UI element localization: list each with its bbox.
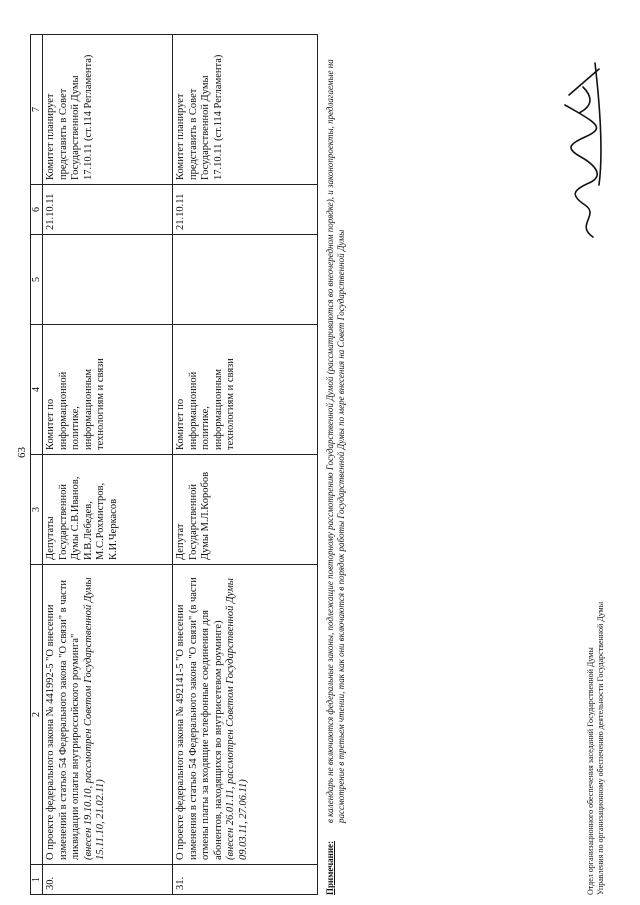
col5-cell [43, 235, 173, 325]
row-number: 31. [173, 865, 318, 895]
bill-title: О проекте федерального закона № 492141-5 "О внесении изменения в статью 54 Федерального закона "О связи" (в части отмены платы за входящие телефонные соединения для абонентов, находящихся во внутрисетевом роуминге) [175, 577, 224, 860]
note-label: Примечание: [325, 840, 335, 895]
row-number: 30. [43, 865, 173, 895]
column-header: 7 [31, 35, 43, 185]
page-number: 63 [16, 447, 28, 458]
column-header: 3 [31, 455, 43, 565]
bill-cell [173, 565, 318, 865]
remark-cell: Комитет планирует представить в Совет Государственной Думы 17.10.11 (ст.114 Регламента) [43, 35, 173, 185]
header-row [31, 35, 43, 895]
remark-cell: Комитет планирует представить в Совет Государственной Думы 17.10.11 (ст.114 Регламента) [173, 35, 318, 185]
signature-icon [555, 55, 610, 245]
footer [586, 602, 605, 895]
column-header: 1 [31, 865, 43, 895]
committee-cell: Комитет по информационной политике, информационным технологиям и связи [43, 325, 173, 455]
column-header: 5 [31, 235, 43, 325]
committee-cell: Комитет по информационной политике, информационным технологиям и связи [173, 325, 318, 455]
footer-line: Управления по организационному обеспечению деятельности Государственной Думы [595, 601, 605, 895]
column-header: 2 [31, 565, 43, 865]
bills-table [30, 34, 318, 895]
col5-cell [173, 235, 318, 325]
date-cell: 21.10.11 [173, 185, 318, 235]
table-row [43, 35, 173, 895]
bill-status: (внесен 19.10.10, рассмотрен Советом Государственной Думы 15.11.10, 21.02.11) [82, 577, 106, 860]
authors-cell: Депутаты Государственной Думы С.В.Иванов, И.В.Лебедев, М.С.Рохмистров, К.И.Черкасов [43, 455, 173, 565]
date-cell: 21.10.11 [43, 185, 173, 235]
bill-cell [43, 565, 173, 865]
column-header: 6 [31, 185, 43, 235]
bill-title: О проекте федерального закона № 441992-5 "О внесении изменений в статью 54 Федерального закона "О связи" в части ликвидации оплаты внутрироссийского роуминга" [45, 579, 81, 860]
authors-cell: Депутат Государственной Думы М.Л.Коробов [173, 455, 318, 565]
note-text: в календарь не включаются федеральные законы, подлежащие повторному рассмотрению Государственной Думой (рассматриваются во внеочередном порядке), и законопроекты, предлагаемые на рассмотрение в третьем чтении, так как они включаются в порядок работы Государственной Думы по мере внесения на Совет Государственной Думы [325, 59, 346, 823]
column-header: 4 [31, 325, 43, 455]
bill-status: (внесен 26.01.11, рассмотрен Советом Государственной Думы 09.03.11, 27.06.11) [225, 578, 249, 860]
table-row [173, 35, 318, 895]
footer-line: Отдел организационного обеспечения заседаний Государственной Думы [586, 647, 595, 895]
